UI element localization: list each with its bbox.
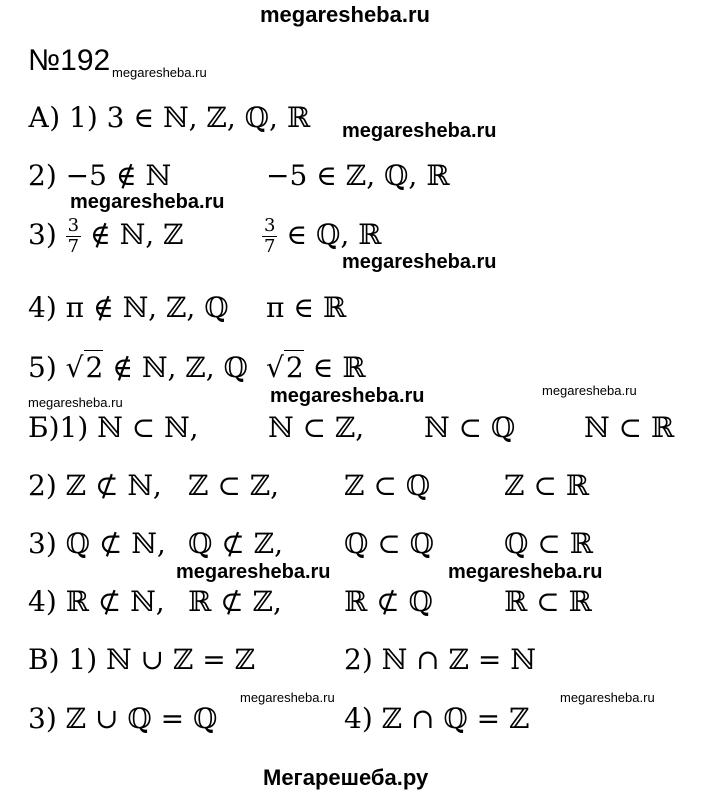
watermark: megaresheba.ru <box>342 251 497 273</box>
b-row-1-col-3: ℕ ⊂ ℚ <box>424 411 516 444</box>
square-root: √2 <box>65 351 104 384</box>
b-row-3-col-4: ℚ ⊂ ℝ <box>504 527 593 560</box>
b-row-3-col-1: 3) ℚ ⊄ ℕ, <box>28 527 166 560</box>
b-row-1-col-4: ℕ ⊂ ℝ <box>584 411 675 444</box>
v-row-1-left: В) 1) ℕ ∪ ℤ = ℤ <box>28 643 256 676</box>
b-row-2-col-4: ℤ ⊂ ℝ <box>504 469 589 502</box>
a-row-5-right-tail: ∈ ℝ <box>312 351 366 384</box>
a-row-3-prefix: 3) <box>28 217 57 251</box>
a-row-5-left-tail: ∉ ℕ, ℤ, ℚ <box>112 351 248 384</box>
watermark: megaresheba.ru <box>112 65 207 80</box>
a-row-1: А) 1) 3 ∈ ℕ, ℤ, ℚ, ℝ <box>28 101 311 134</box>
radicand: 2 <box>85 351 104 384</box>
a-row-3-left <box>28 216 183 257</box>
b-row-2-col-2: ℤ ⊂ ℤ, <box>188 469 280 502</box>
fraction <box>66 216 81 257</box>
watermark: megaresheba.ru <box>542 383 637 398</box>
b-row-1-col-2: ℕ ⊂ ℤ, <box>268 411 365 444</box>
site-header: megaresheba.ru <box>260 2 430 27</box>
fraction-denominator: 7 <box>67 235 80 257</box>
a-row-3-right-tail: ∈ ℚ, ℝ <box>286 217 382 251</box>
a-row-4-left: 4) π ∉ ℕ, ℤ, ℚ <box>28 291 229 324</box>
b-row-4-col-1: 4) ℝ ⊄ ℕ, <box>28 585 165 618</box>
b-row-4-col-3: ℝ ⊄ ℚ <box>344 585 433 618</box>
watermark: megaresheba.ru <box>70 191 225 213</box>
b-row-4-col-4: ℝ ⊂ ℝ <box>504 585 592 618</box>
b-row-1-col-1: Б)1) ℕ ⊂ ℕ, <box>28 411 199 444</box>
a-row-3-right <box>262 216 381 257</box>
a-row-4-right: π ∈ ℝ <box>266 291 347 324</box>
v-row-1-right: 2) ℕ ∩ ℤ = ℕ <box>344 643 536 676</box>
watermark: megaresheba.ru <box>560 690 655 705</box>
b-row-3-col-3: ℚ ⊂ ℚ <box>344 527 435 560</box>
a-row-5-left <box>28 351 248 384</box>
b-row-3-col-2: ℚ ⊄ ℤ, <box>188 527 283 560</box>
problem-number: №192 <box>28 44 111 77</box>
b-row-4-col-2: ℝ ⊄ ℤ, <box>188 585 282 618</box>
fraction-numerator: 3 <box>264 215 276 236</box>
a-row-2-left: 2) −5 ∉ ℕ <box>28 159 172 192</box>
a-row-3-left-tail: ∉ ℕ, ℤ <box>90 217 184 251</box>
watermark: megaresheba.ru <box>342 120 497 142</box>
fraction <box>262 216 277 257</box>
fraction-denominator: 7 <box>264 235 276 257</box>
watermark: megaresheba.ru <box>176 561 331 583</box>
v-row-2-left: 3) ℤ ∪ ℚ = ℚ <box>28 702 218 735</box>
watermark: megaresheba.ru <box>448 561 603 583</box>
fraction-numerator: 3 <box>67 215 80 236</box>
v-row-2-right: 4) ℤ ∩ ℚ = ℤ <box>344 702 530 735</box>
a-row-5-right <box>266 351 366 384</box>
watermark: megaresheba.ru <box>28 395 123 410</box>
radicand: 2 <box>285 351 304 384</box>
watermark: megaresheba.ru <box>240 690 335 705</box>
b-row-2-col-1: 2) ℤ ⊄ ℕ, <box>28 469 162 502</box>
b-row-2-col-3: ℤ ⊂ ℚ <box>344 469 431 502</box>
a-row-5-prefix: 5) <box>28 351 57 384</box>
a-row-2-right: −5 ∈ ℤ, ℚ, ℝ <box>266 159 450 192</box>
square-root: √2 <box>266 351 304 384</box>
watermark: megaresheba.ru <box>270 385 425 407</box>
footer-brand: Мегарешеба.ру <box>263 765 429 790</box>
